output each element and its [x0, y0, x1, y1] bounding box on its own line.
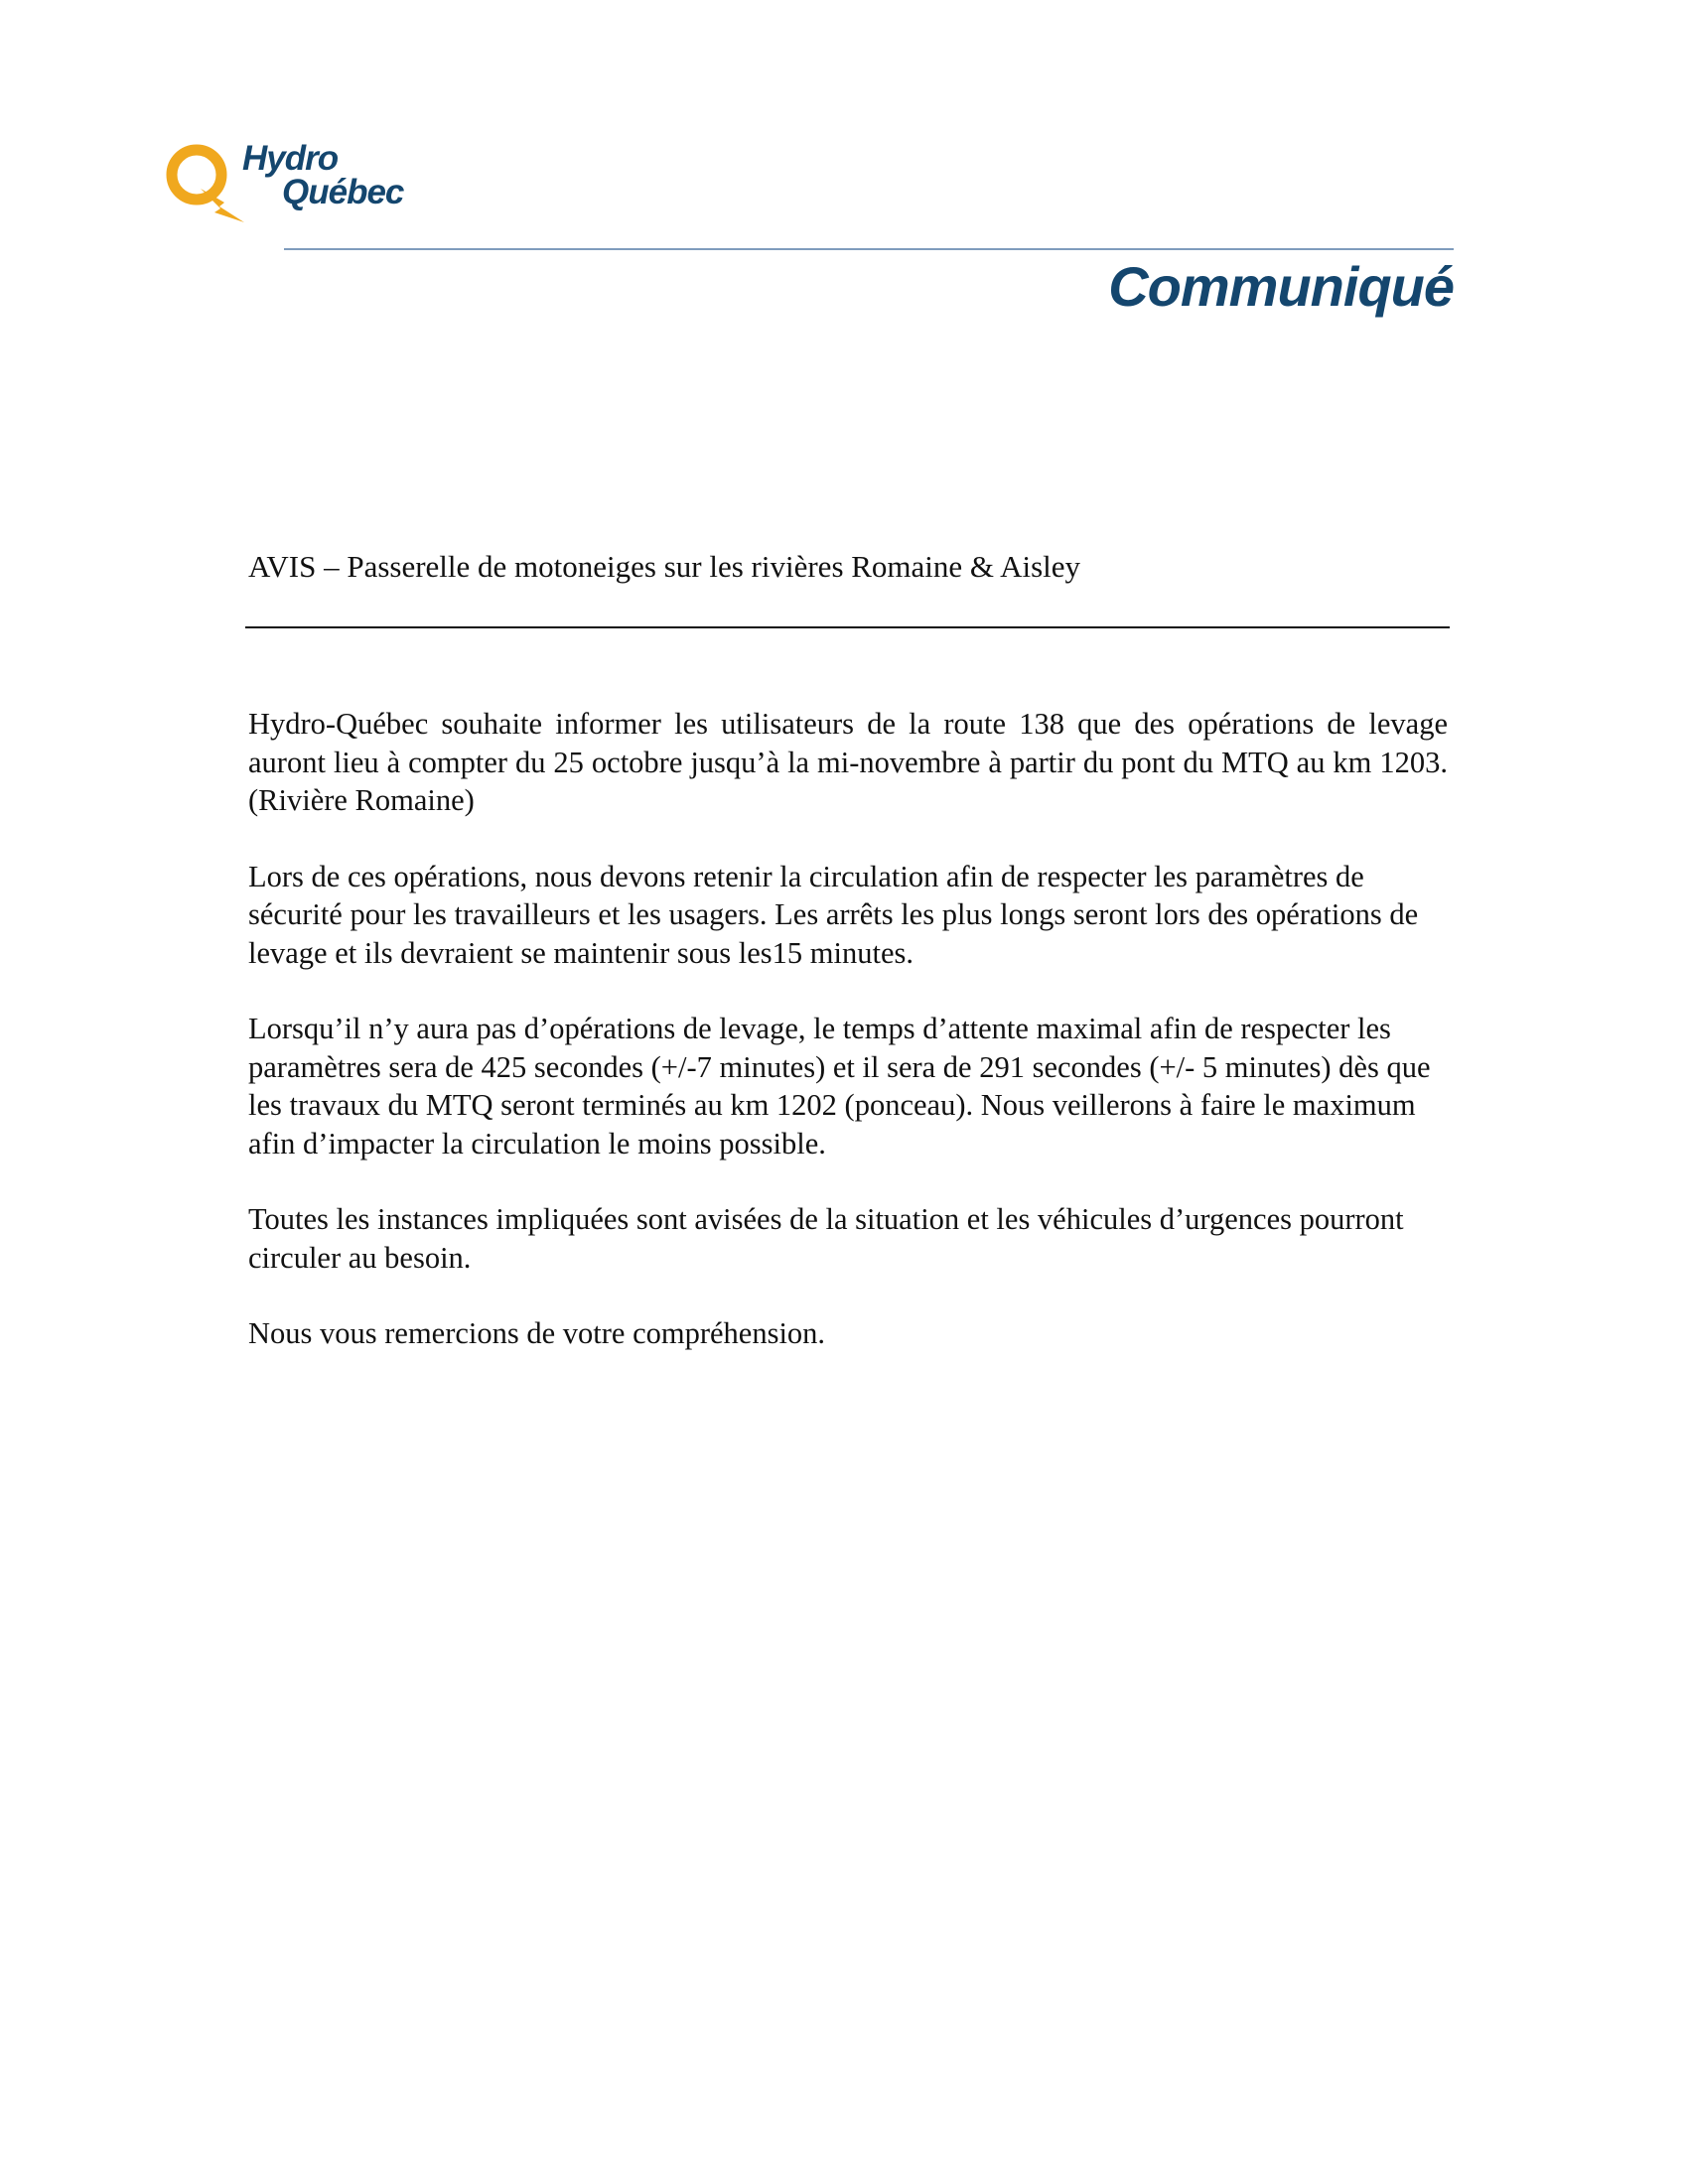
body-paragraph: Toutes les instances impliquées sont avisées de la situation et les véhicules d’urgences pourront circuler au besoin. — [248, 1202, 1404, 1275]
body-paragraph: Hydro-Québec souhaite informer les utilisateurs de la route 138 que des opérations de levage auront lieu à compter du 25 octobre jusqu’à la mi-novembre à partir du pont du MTQ au km 1203. (Rivière Romaine) — [248, 707, 1448, 817]
q-lightning-logo-icon — [165, 137, 244, 236]
body-paragraph: Lors de ces opérations, nous devons retenir la circulation afin de respecter les paramètres de sécurité pour les travailleurs et les usagers. Les arrêts les plus longs seront lors des opérations de levage et ils devraient se maintenir sous les15 minutes. — [248, 859, 1419, 970]
title-divider — [245, 626, 1450, 628]
notice-title: AVIS – Passerelle de motoneiges sur les rivières Romaine & Aisley — [248, 549, 1081, 584]
hydro-quebec-logo — [165, 137, 423, 236]
document-type-heading: Communiqué — [1108, 255, 1454, 318]
body-paragraph: Lorsqu’il n’y aura pas d’opérations de levage, le temps d’attente maximal afin de respecter les paramètres sera de 425 secondes (+/-7 minutes) et il sera de 291 secondes (+/- 5 minutes) dès que les travaux du MTQ seront terminés au km 1202 (ponceau). Nous veillerons à faire le maximum afin d’impacter la circulation le moins possible. — [248, 1012, 1431, 1160]
logo-word-quebec: Québec — [282, 173, 404, 211]
notice-body — [248, 705, 1448, 1391]
header-divider — [284, 248, 1454, 250]
logo-word-hydro: Hydro — [242, 139, 339, 178]
body-paragraph: Nous vous remercions de votre compréhension. — [248, 1316, 826, 1350]
